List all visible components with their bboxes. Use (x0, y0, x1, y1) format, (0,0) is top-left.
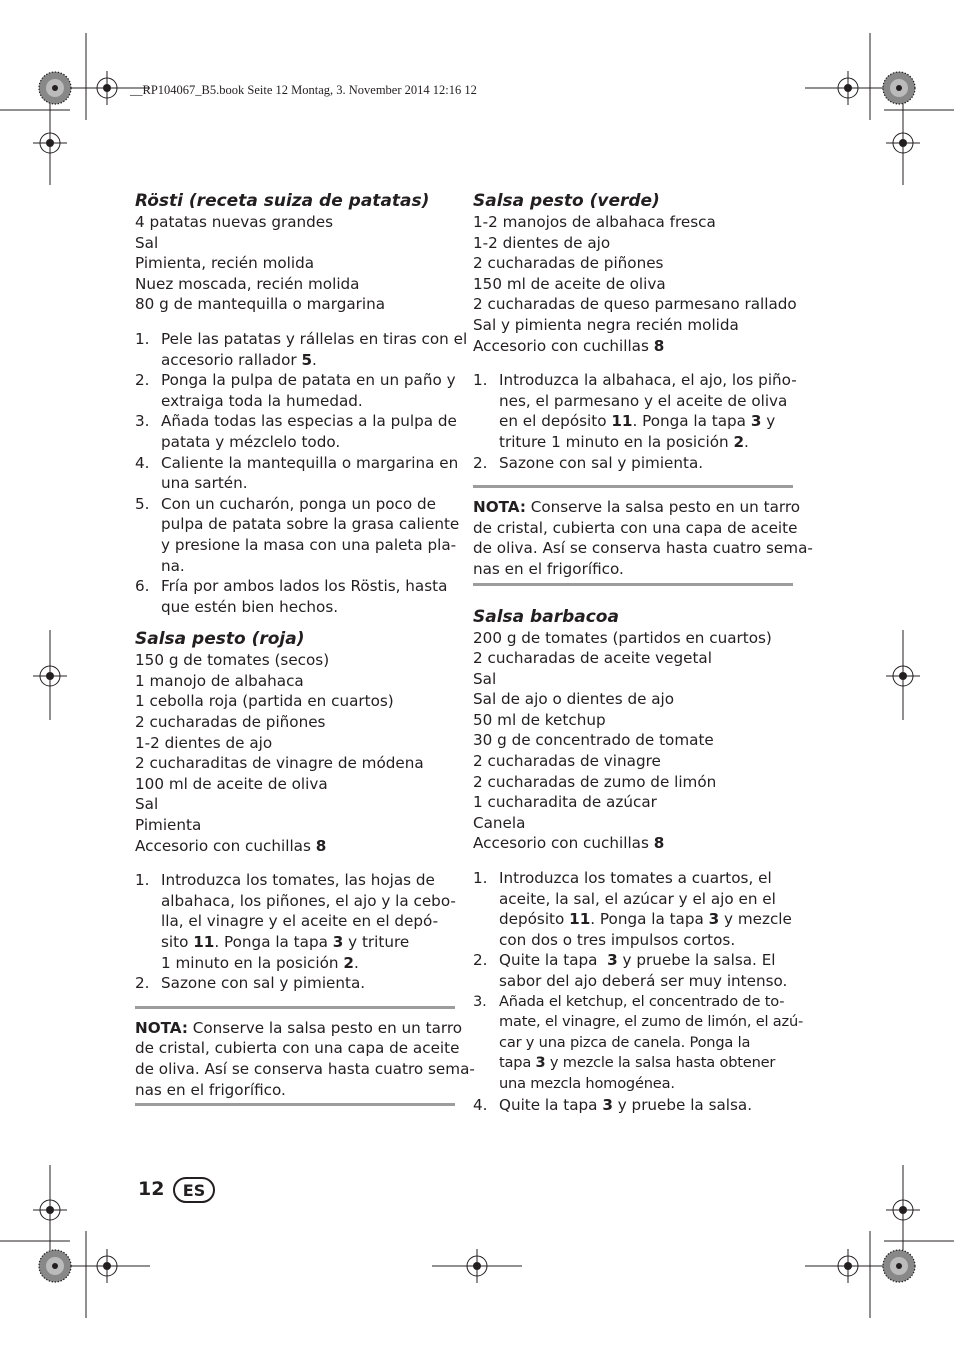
ingredient: 2 cucharadas de piñones (473, 254, 664, 273)
ingredient: Sal (135, 795, 159, 814)
note-label: NOTA: (135, 1018, 188, 1037)
step: 3. Añada todas las especias a la pulpa de patata y mézclelo todo. (135, 412, 457, 451)
step: 2. Sazone con sal y pimienta. (135, 974, 366, 993)
ingredient: 2 cucharadas de aceite vegetal (473, 649, 712, 668)
recipe-title: Salsa pesto (verde) (473, 191, 660, 211)
part-reference: 11 (611, 412, 633, 431)
part-reference: 11 (569, 910, 591, 929)
ingredient: 30 g de concentrado de tomate (473, 731, 714, 750)
ingredient: 50 ml de ketchup (473, 710, 606, 729)
part-reference: 11 (193, 933, 215, 951)
ingredient: 1-2 manojos de albahaca fresca (473, 213, 716, 231)
recipe-title: Salsa pesto (roja) (135, 629, 305, 650)
ingredient: Sal de ajo o dientes de ajo (473, 690, 675, 709)
part-reference: 3 (332, 933, 344, 951)
ingredient: 2 cucharadas de zumo de limón (473, 772, 717, 791)
part-reference: 3 (535, 1054, 546, 1072)
step: 4. Quite la tapa 3 y pruebe la salsa. (473, 1095, 753, 1114)
ingredient: 1 cebolla roja (partida en cuartos) (135, 692, 394, 711)
ingredient: 2 cucharadas de piñones (135, 713, 326, 732)
ingredient-accessory: Accesorio con cuchillas 8 (473, 834, 665, 853)
note-box: NOTA: Conserve la salsa pesto en un tarro de cristal, cubierta con una capa de aceite de oliva. Así se conserva hasta cuatro sema- nas en el frigorífico. (135, 1006, 455, 1106)
part-reference: 2 (733, 432, 745, 451)
part-reference: 8 (653, 336, 665, 355)
step: 1. Introduzca la albahaca, el ajo, los piño- nes, el parmesano y el aceite de oliva en el depósito 11. Ponga la tapa 3 y triture 1 minuto en la posición 2. (473, 371, 797, 451)
ingredient: 1-2 dientes de ajo (135, 733, 273, 752)
ingredient: Nuez moscada, recién molida (135, 274, 360, 293)
recipe-pesto-verde (473, 190, 813, 586)
recipe-barbacoa (473, 606, 804, 1116)
note-label: NOTA: (473, 498, 526, 517)
step-list (473, 868, 804, 1115)
step-list (135, 329, 468, 617)
step: 2. Quite la tapa 3 y pruebe la salsa. El sabor del ajo deberá ser muy intenso. (473, 951, 788, 990)
step: 1. Pele las patatas y rállelas en tiras con el accesorio rallador 5. (135, 329, 468, 369)
step: 1. Introduzca los tomates a cuartos, el aceite, la sal, el azúcar y el ajo en el depósito 11. Ponga la tapa 3 y mezcle con dos o tres impulsos cortos. (473, 869, 792, 949)
ingredient: Pimienta (135, 816, 202, 835)
part-reference: 3 (607, 951, 618, 970)
ingredient: 2 cucharaditas de vinagre de módena (135, 754, 424, 773)
ingredient: 80 g de mantequilla o margarina (135, 295, 386, 314)
left-column (135, 190, 475, 1106)
step: 2. Sazone con sal y pimienta. (473, 453, 704, 472)
step: 2. Ponga la pulpa de patata en un paño y extraiga toda la humedad. (135, 371, 456, 410)
step-list (473, 370, 797, 473)
ingredient: 1 manojo de albahaca (135, 671, 304, 690)
ingredient: 2 cucharadas de queso parmesano rallado (473, 295, 797, 314)
part-reference: 3 (750, 412, 762, 431)
print-header: __RP104067_B5.book Seite 12 Montag, 3. November 2014 12:16 12 (130, 83, 477, 97)
ingredient: Sal y pimienta negra recién molida (473, 315, 739, 334)
recipe-pesto-roja (135, 628, 475, 1106)
part-reference: 3 (708, 910, 720, 929)
ingredient: 1-2 dientes de ajo (473, 233, 611, 252)
recipe-title: Rösti (receta suiza de patatas) (135, 191, 430, 211)
ingredient-list (473, 212, 797, 356)
part-reference: 8 (315, 836, 327, 855)
ingredient-list (135, 650, 455, 856)
ingredient: 150 ml de aceite de oliva (473, 274, 666, 293)
part-reference: 5 (301, 350, 313, 369)
recipe-title: Salsa barbacoa (473, 606, 619, 627)
ingredient-accessory: Accesorio con cuchillas 8 (473, 336, 665, 355)
recipe-rosti (135, 190, 468, 617)
step: 3. Añada el ketchup, el concentrado de to- mate, el vinagre, el zumo de limón, el azú- car y una pizca de canela. Ponga la tapa 3 y mezcle la salsa hasta obtener una mezcla homogénea. (473, 992, 804, 1092)
ingredient: Sal (473, 669, 497, 688)
right-column (473, 190, 813, 1115)
step-list (135, 870, 455, 994)
step: 5. Con un cucharón, ponga un poco de pulpa de patata sobre la grasa caliente y presione la masa con una paleta pla- na. (135, 494, 460, 575)
part-reference: 2 (343, 953, 354, 972)
note-box: NOTA: Conserve la salsa pesto en un tarro de cristal, cubierta con una capa de aceite de oliva. Así se conserva hasta cuatro sema- nas en el frigorífico. (473, 485, 793, 585)
language-badge: ES (173, 1177, 215, 1203)
page-number: 12 (138, 1178, 165, 1200)
ingredient: Sal (135, 233, 159, 252)
ingredient: 4 patatas nuevas grandes (135, 213, 334, 231)
step: 4. Caliente la mantequilla o margarina en una sartén. (135, 453, 459, 493)
ingredient: 1 cucharadita de azúcar (473, 793, 657, 812)
step: 1. Introduzca los tomates, las hojas de albahaca, los piñones, el ajo y la cebo- lla, el vinagre y el aceite en el depó- sito 11. Ponga la tapa 3 y triture 1 minuto en la posición 2. (135, 871, 456, 972)
part-reference: 3 (602, 1095, 613, 1114)
step: 6. Fría por ambos lados los Röstis, hasta que estén bien hechos. (135, 577, 448, 616)
ingredient: Canela (473, 813, 526, 832)
ingredient: Pimienta, recién molida (135, 254, 315, 273)
part-reference: 8 (653, 834, 665, 853)
ingredient-list (473, 628, 793, 855)
ingredient: 150 g de tomates (secos) (135, 651, 330, 670)
ingredient-accessory: Accesorio con cuchillas 8 (135, 836, 327, 855)
ingredient: 2 cucharadas de vinagre (473, 752, 661, 771)
ingredient: 100 ml de aceite de oliva (135, 774, 328, 793)
ingredient-list (135, 212, 455, 315)
ingredient: 200 g de tomates (partidos en cuartos) (473, 628, 772, 647)
